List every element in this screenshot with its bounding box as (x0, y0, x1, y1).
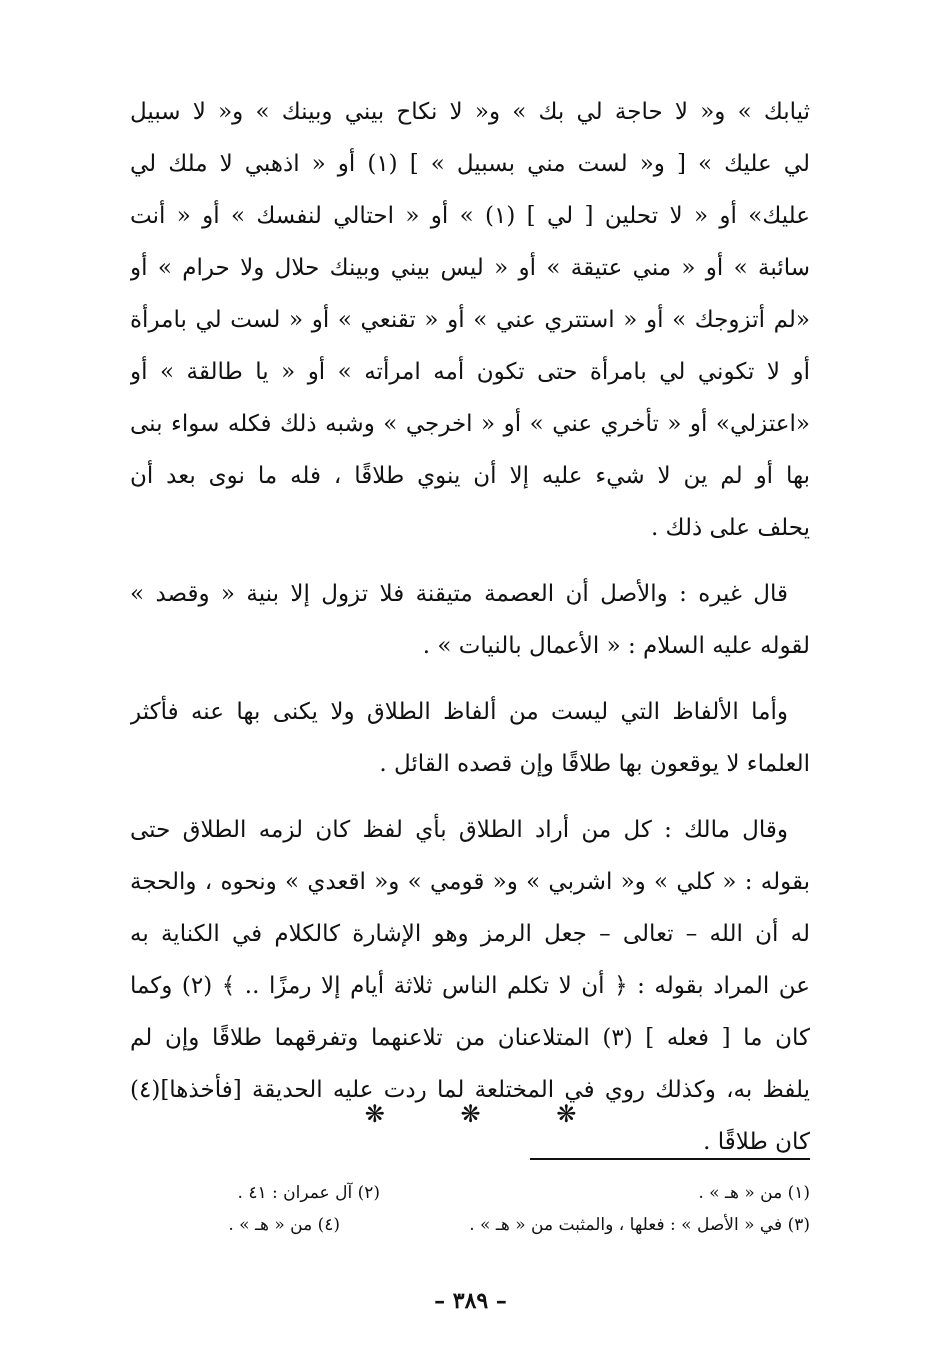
text-line: وقال مالك : كل من أراد الطلاق بأي لفظ كان لزمه الطلاق حتى (130, 817, 788, 843)
asterism-star: ❋ (556, 1100, 577, 1128)
text-line: سائبة » أو « مني عتيقة » أو « ليس بيني وبينك حلال ولا حرام » أو (130, 255, 810, 281)
text-line: عليك» أو « لا تحلين [ لي ] (١) » أو « احتالي لنفسك » أو « أنت (130, 203, 810, 229)
text-line: «اعتزلي» أو « تأخري عني » أو « اخرجي » وشبه ذلك فكله سواء بنى (130, 411, 810, 437)
footnote-3: (٣) في « الأصل » : فعلها ، والمثبت من « هـ » . (469, 1215, 810, 1235)
text-line: «لم أتزوجك » أو « استتري عني » أو « تقنعي » أو « لست لي بامرأة (130, 307, 810, 333)
text-line: لقوله عليه السلام : « الأعمال بالنيات » . (422, 633, 810, 659)
text-line: عن المراد بقوله : ﴿ أن لا تكلم الناس ثلاثة أيام إلا رمزًا .. ﴾ (٢) وكما (130, 973, 810, 999)
asterism-star: ❋ (364, 1100, 385, 1128)
text-line: لي عليك » [ و« لست مني بسبيل » ] (١) أو « اذهبي لا ملك لي (130, 151, 810, 177)
text-line: كان طلاقًا . (703, 1129, 810, 1155)
text-line: كان ما [ فعله ] (٣) المتلاعنان من تلاعنهما وتفرقهما طلاقًا وإن لم (130, 1025, 810, 1051)
paragraph (130, 86, 810, 554)
paragraph (130, 686, 810, 790)
text-line: أو لا تكوني لي بامرأة حتى تكون أمه امرأته » أو « يا طالقة » أو (130, 359, 810, 385)
text-line: قال غيره : والأصل أن العصمة متيقنة فلا تزول إلا بنية « وقصد » (130, 581, 788, 607)
footnote-row (170, 1210, 810, 1240)
text-line: يحلف على ذلك . (650, 515, 810, 541)
footnote-2: (٢) آل عمران : ٤١ . (237, 1183, 380, 1203)
paragraph (130, 568, 810, 672)
text-line: ثيابك » و« لا حاجة لي بك » و« لا نكاح بيني وبينك » و« لا سبيل (130, 99, 810, 125)
page-number: – ٣٨٩ – (434, 1288, 507, 1314)
asterism-star: ❋ (460, 1100, 481, 1128)
text-line: بها أو لم ين لا شيء عليه إلا أن ينوي طلاقًا ، فله ما نوى بعد أن (130, 463, 810, 489)
footnote-4: (٤) من « هـ » . (228, 1215, 340, 1235)
footnote-row (170, 1178, 810, 1208)
text-line: بقوله : « كلي » و« اشربي » و« قومي » و« اقعدي » ونحوه ، والحجة (130, 869, 810, 895)
body-text (130, 86, 810, 1168)
section-separator (0, 1100, 941, 1130)
footnote-rule (530, 1158, 810, 1160)
footnote-1: (١) من « هـ » . (698, 1183, 810, 1203)
text-line: له أن الله – تعالى – جعل الرمز وهو الإشارة كالكلام في الكناية به (130, 921, 810, 947)
text-line: يلفظ به، وكذلك روي في المختلعة لما ردت عليه الحديقة [فأخذها](٤) (130, 1077, 810, 1103)
text-line: وأما الألفاظ التي ليست من ألفاظ الطلاق ولا يكنى بها عنه فأكثر (130, 699, 788, 725)
text-line: العلماء لا يوقعون بها طلاقًا وإن قصده القائل . (379, 751, 810, 777)
